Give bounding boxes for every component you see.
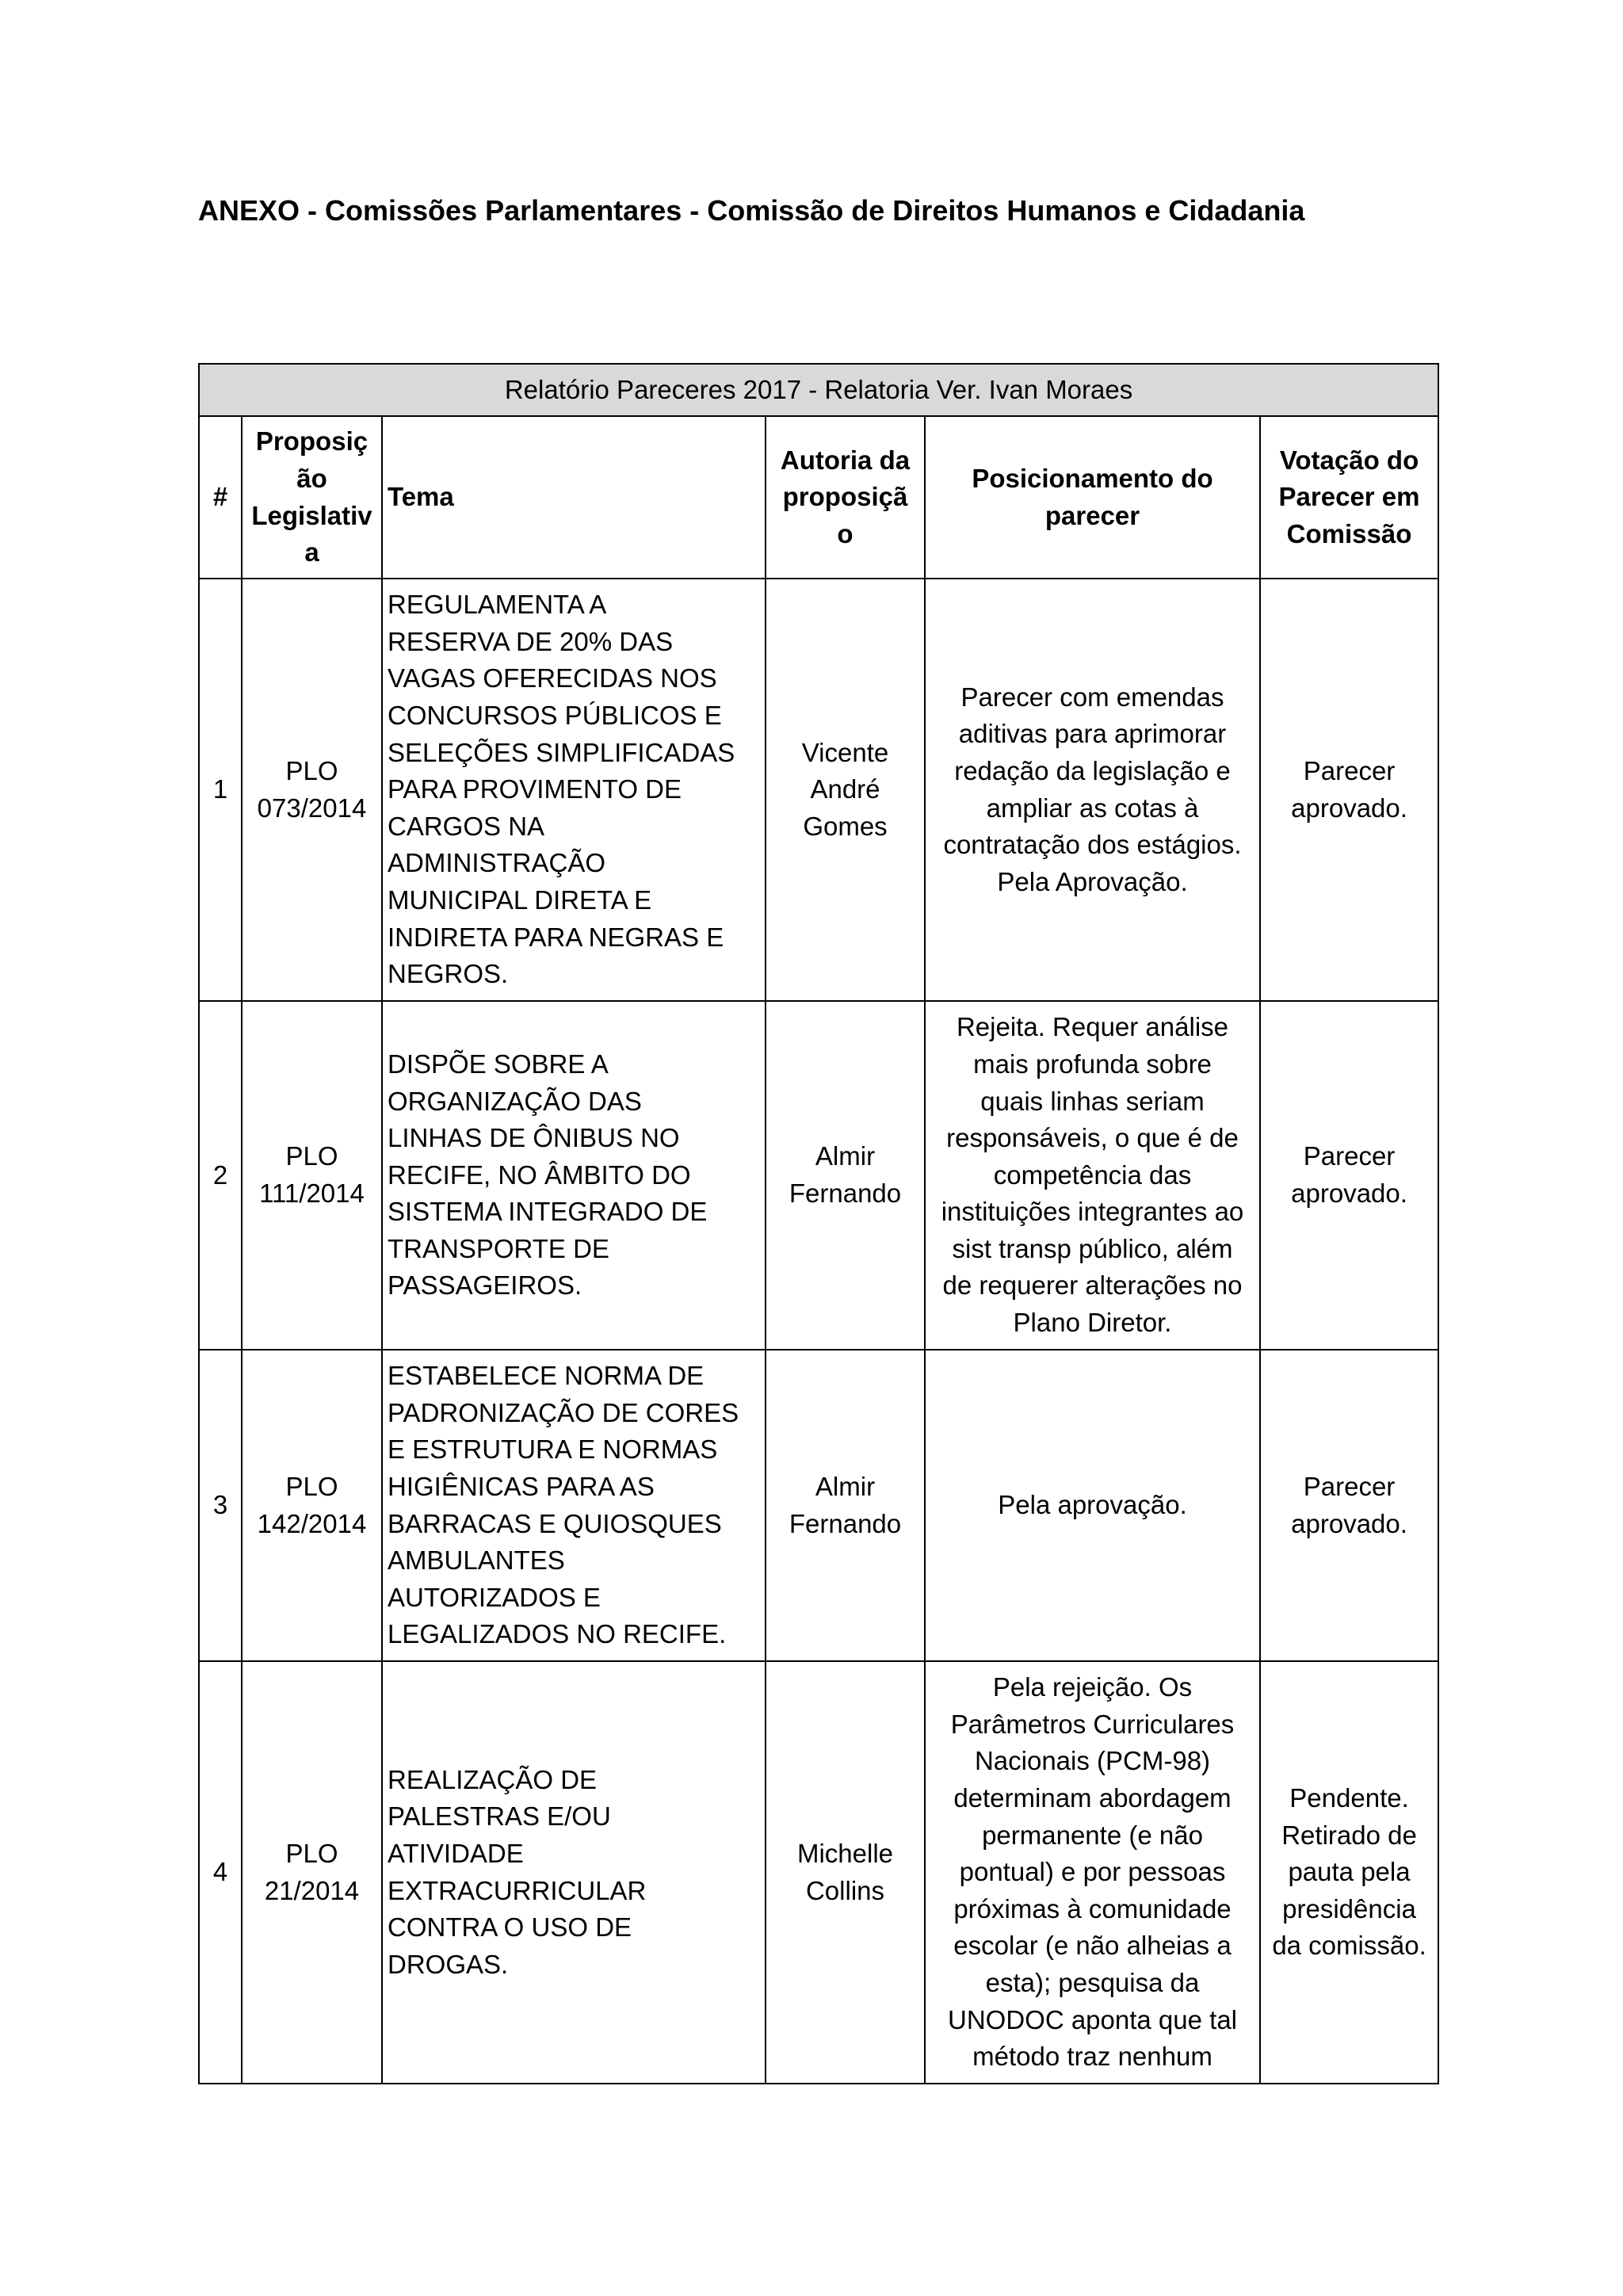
table-row bbox=[199, 1350, 1438, 1661]
row-proposicao: PLO 073/2014 bbox=[242, 579, 382, 1001]
row-autoria: Vicente André Gomes bbox=[766, 579, 925, 1001]
row-votacao: Parecer aprovado. bbox=[1260, 1350, 1438, 1661]
table-caption-row bbox=[199, 364, 1438, 416]
table-caption: Relatório Pareceres 2017 - Relatoria Ver. Ivan Moraes bbox=[199, 364, 1438, 416]
row-proposicao: PLO 21/2014 bbox=[242, 1661, 382, 2084]
row-autoria: Almir Fernando bbox=[766, 1001, 925, 1350]
row-autoria: Almir Fernando bbox=[766, 1350, 925, 1661]
row-autoria: Michelle Collins bbox=[766, 1661, 925, 2084]
row-votacao: Parecer aprovado. bbox=[1260, 1001, 1438, 1350]
header-posicionamento: Posicionamento do parecer bbox=[925, 416, 1260, 579]
row-proposicao: PLO 111/2014 bbox=[242, 1001, 382, 1350]
header-autoria: Autoria da proposiçã o bbox=[766, 416, 925, 579]
page-title: ANEXO - Comissões Parlamentares - Comissão de Direitos Humanos e Cidadania bbox=[198, 194, 1305, 227]
row-votacao: Pendente. Retirado de pauta pela presidência da comissão. bbox=[1260, 1661, 1438, 2084]
row-posicionamento: Rejeita. Requer análise mais profunda sobre quais linhas seriam responsáveis, o que é de competência das instituições integrantes ao sist transp público, além de requerer alterações no Plano Diretor. bbox=[925, 1001, 1260, 1350]
row-number: 4 bbox=[199, 1661, 242, 2084]
header-proposicao: Proposiç ão Legislativ a bbox=[242, 416, 382, 579]
row-tema: DISPÕE SOBRE A ORGANIZAÇÃO DAS LINHAS DE ÔNIBUS NO RECIFE, NO ÂMBITO DO SISTEMA INTEGRADO DE TRANSPORTE DE PASSAGEIROS. bbox=[382, 1001, 766, 1350]
table-header-row bbox=[199, 416, 1438, 579]
row-posicionamento: Pela aprovação. bbox=[925, 1350, 1260, 1661]
row-number: 1 bbox=[199, 579, 242, 1001]
header-tema: Tema bbox=[382, 416, 766, 579]
row-tema: REGULAMENTA A RESERVA DE 20% DAS VAGAS OFERECIDAS NOS CONCURSOS PÚBLICOS E SELEÇÕES SIMPLIFICADAS PARA PROVIMENTO DE CARGOS NA ADMINISTRAÇÃO MUNICIPAL DIRETA E INDIRETA PARA NEGRAS E NEGROS. bbox=[382, 579, 766, 1001]
row-proposicao: PLO 142/2014 bbox=[242, 1350, 382, 1661]
row-posicionamento: Pela rejeição. Os Parâmetros Curriculares Nacionais (PCM-98) determinam abordagem permanente (e não pontual) e por pessoas próximas à comunidade escolar (e não alheias a esta); pesquisa da UNODOC aponta que tal método traz nenhum bbox=[925, 1661, 1260, 2084]
table-row bbox=[199, 1661, 1438, 2084]
row-tema: REALIZAÇÃO DE PALESTRAS E/OU ATIVIDADE EXTRACURRICULAR CONTRA O USO DE DROGAS. bbox=[382, 1661, 766, 2084]
row-votacao: Parecer aprovado. bbox=[1260, 579, 1438, 1001]
header-number: # bbox=[199, 416, 242, 579]
row-posicionamento: Parecer com emendas aditivas para aprimorar redação da legislação e ampliar as cotas à contratação dos estágios. Pela Aprovação. bbox=[925, 579, 1260, 1001]
report-table bbox=[198, 363, 1439, 2084]
row-number: 2 bbox=[199, 1001, 242, 1350]
row-tema: ESTABELECE NORMA DE PADRONIZAÇÃO DE CORES E ESTRUTURA E NORMAS HIGIÊNICAS PARA AS BARRACAS E QUIOSQUES AMBULANTES AUTORIZADOS E LEGALIZADOS NO RECIFE. bbox=[382, 1350, 766, 1661]
table-row bbox=[199, 1001, 1438, 1350]
row-number: 3 bbox=[199, 1350, 242, 1661]
table-row bbox=[199, 579, 1438, 1001]
header-votacao: Votação do Parecer em Comissão bbox=[1260, 416, 1438, 579]
